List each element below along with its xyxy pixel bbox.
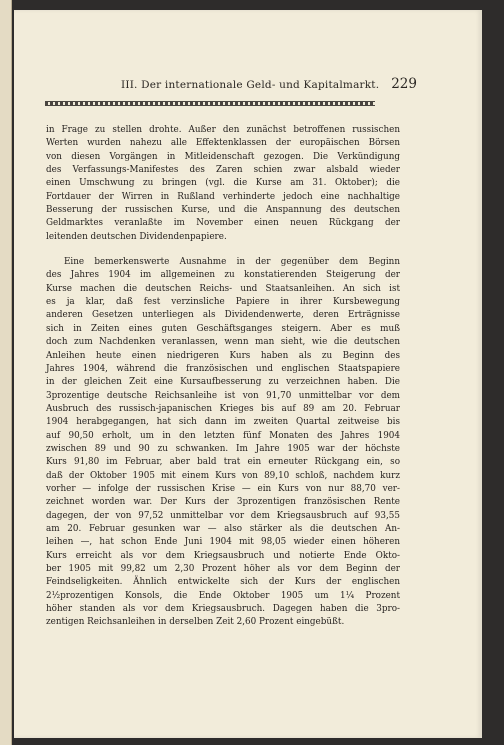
text-line: auf 90,50 erholt, um in den letzten fünf Monaten des Jahres 1904 <box>46 430 400 441</box>
page-number: 229 <box>391 76 417 92</box>
text-line: Fortdauer der Wirren in Rußland verhinderte jedoch eine nachhaltige <box>46 191 400 202</box>
text-line: sich in Zeiten eines guten Geschäftsganges steigern. Aber es muß <box>46 323 400 334</box>
text-line: Geldmarktes veranlaßte im November einen neuen Rückgang der <box>46 218 400 229</box>
text-line: von diesen Vorgängen in Mitleidenschaft gezogen. Die Verkündigung <box>46 151 400 162</box>
text-line: Feindseligkeiten. Ähnlich entwickelte sich der Kurs der englischen <box>46 577 400 588</box>
text-line: daß der Oktober 1905 mit einem Kurs von 89,10 schloß, nachdem kurz <box>46 470 400 481</box>
paragraph-1 <box>46 124 400 244</box>
text-line: in der gleichen Zeit eine Kursaufbesserung zu verzeichnen haben. Die <box>46 377 400 388</box>
text-line: es ja klar, daß fest verzinsliche Papiere in ihrer Kursbewegung <box>46 297 400 308</box>
text-line: Kurse machen die deutschen Reichs- und Staatsanleihen. An sich ist <box>46 283 400 294</box>
text-line: am 20. Februar gesunken war — also stärker als die deutschen An- <box>46 523 400 534</box>
body-text <box>46 124 400 630</box>
text-line: Kurs erreicht als vor dem Kriegsausbruch und notierte Ende Okto- <box>46 550 400 561</box>
text-line: vorher — infolge der russischen Krise — ein Kurs von nur 88,70 ver- <box>46 483 400 494</box>
text-line: des Verfassungs-Manifestes des Zaren schien zwar alsbald wieder <box>46 165 400 176</box>
running-head-title: III. Der internationale Geld- und Kapitalmarkt. <box>121 79 380 91</box>
text-line: Werten wurden nahezu alle Effektenklassen der europäischen Börsen <box>46 138 400 149</box>
paragraph-2 <box>46 256 400 630</box>
text-line: anderen Gesetzen unterliegen als Dividendenwerte, deren Erträgnisse <box>46 310 400 321</box>
text-line: leihen —, hat schon Ende Juni 1904 mit 98,05 wieder einen höheren <box>46 537 400 548</box>
text-line: dagegen, der von 97,52 unmittelbar vor dem Kriegsausbruch auf 93,55 <box>46 510 400 521</box>
text-line: Ausbruch des russisch-japanischen Krieges bis auf 89 am 20. Februar <box>46 403 400 414</box>
text-line: doch zum Nachdenken veranlassen, wenn man sieht, wie die deutschen <box>46 337 400 348</box>
header-ornamental-rule <box>45 101 375 106</box>
text-line: ber 1905 mit 99,82 um 2,30 Prozent höher als vor dem Beginn der <box>46 564 400 574</box>
running-header <box>45 76 417 100</box>
text-line: in Frage zu stellen drohte. Außer den zunächst betroffenen russischen <box>46 125 400 135</box>
text-line: zentigen Reichsanleihen in derselben Zeit 2,60 Prozent eingebüßt. <box>46 617 345 628</box>
text-line: Kurs 91,80 im Februar, aber bald trat ein erneuter Rückgang ein, so <box>46 457 400 468</box>
text-line: zeichnet worden war. Der Kurs der 3prozentigen französischen Rente <box>46 497 400 508</box>
text-line: höher standen als vor dem Kriegsausbruch. Dagegen haben die 3pro- <box>46 604 400 615</box>
text-line: leitenden deutschen Dividendenpapiere. <box>46 231 227 242</box>
text-line: Jahres 1904, während die französischen und englischen Staatspapiere <box>46 363 400 374</box>
text-line: einen Umschwung zu bringen (vgl. die Kurse am 31. Oktober); die <box>46 178 400 189</box>
text-line: des Jahres 1904 im allgemeinen zu konstatierenden Steigerung der <box>46 270 400 281</box>
text-line: zwischen 89 und 90 zu schwanken. Im Jahre 1905 war der höchste <box>46 443 400 454</box>
text-line: Eine bemerkenswerte Ausnahme in der gegenüber dem Beginn <box>64 257 400 268</box>
text-line: 1904 herabgegangen, hat sich dann im zweiten Quartal zeitweise bis <box>46 417 400 428</box>
text-line: 3prozentige deutsche Reichsanleihe ist von 91,70 unmittelbar vor dem <box>46 390 400 401</box>
text-line: Anleihen heute einen niedrigeren Kurs haben als zu Beginn des <box>46 350 400 361</box>
adjacent-page-edge <box>0 0 12 745</box>
text-line: 2½prozentigen Konsols, die Ende Oktober 1905 um 1¼ Prozent <box>46 590 400 601</box>
text-line: Besserung der russischen Kurse, und die Anspannung des deutschen <box>46 205 400 216</box>
